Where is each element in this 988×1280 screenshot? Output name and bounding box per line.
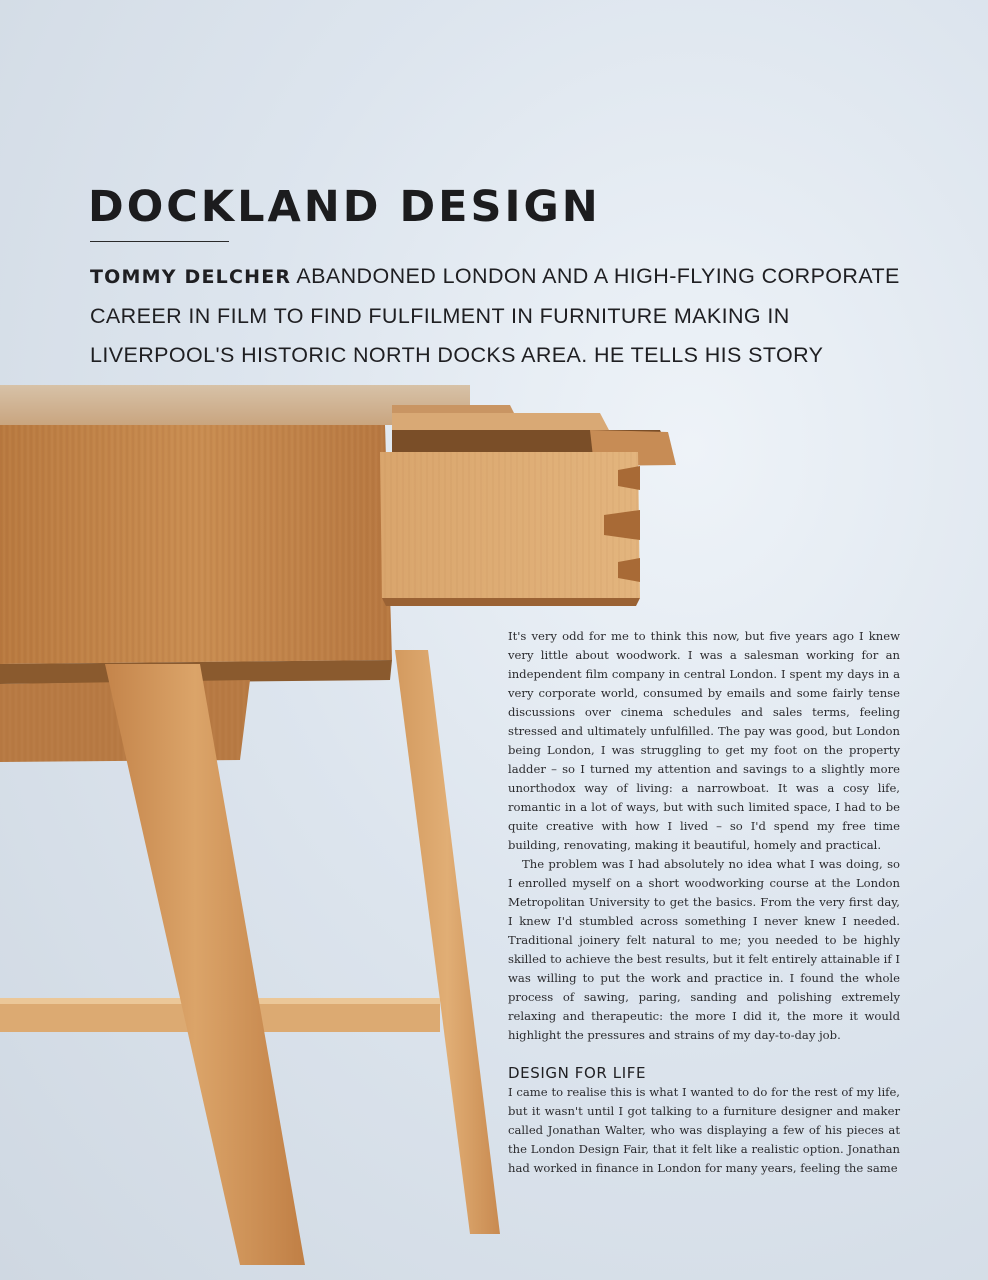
body-paragraph: I came to realise this is what I wanted to do for the rest of my life, but it wasn't until I got talking to a furniture designer and maker called Jonathan Walter, who was displaying a few of his pieces at the London Design Fair, that it felt like a realistic option. Jonathan had worked in finance in London for many years, feeling the same	[508, 1085, 900, 1175]
standfirst	[90, 257, 930, 375]
article-headline: DOCKLAND DESIGN	[88, 182, 601, 232]
section-subheading: DESIGN FOR LIFE	[508, 1064, 647, 1082]
standfirst-text: ABANDONED LONDON AND A HIGH-FLYING CORPORATE CAREER IN FILM TO FIND FULFILMENT IN FURNITURE MAKING IN LIVERPOOL'S HISTORIC NORTH DOCKS AREA. HE TELLS HIS STORY	[90, 264, 900, 367]
article-body	[508, 627, 900, 1178]
body-paragraph: It's very odd for me to think this now, but five years ago I knew very little about woodwork. I was a salesman working for an independent film company in central London. I spent my days in a very corporate world, consumed by emails and some fairly tense discussions over cinema schedules and sales terms, feeling stressed and ultimately unfulfilled. The pay was good, but London being London, I was struggling to get my foot on the property ladder – so I turned my attention and savings to a slightly more unorthodox way of living: a narrowboat. It was a cosy life, romantic in a lot of ways, but with such limited space, I had to be quite creative with how I lived – so I'd spend my free time building, renovating, making it beautiful, homely and practical.	[508, 629, 900, 852]
body-paragraph: The problem was I had absolutely no idea what I was doing, so I enrolled myself on a short woodworking course at the London Metropolitan University to get the basics. From the very first day, I knew I'd stumbled across something I never knew I needed. Traditional joinery felt natural to me; you needed to be highly skilled to achieve the best results, but it felt entirely attainable if I was willing to put the work and practice in. I found the whole process of sawing, paring, sanding and polishing extremely relaxing and therapeutic: the more I did it, the more it would highlight the pressures and strains of my day-to-day job.	[508, 857, 900, 1042]
standfirst-name: TOMMY DELCHER	[90, 266, 292, 288]
headline-rule	[90, 241, 229, 242]
